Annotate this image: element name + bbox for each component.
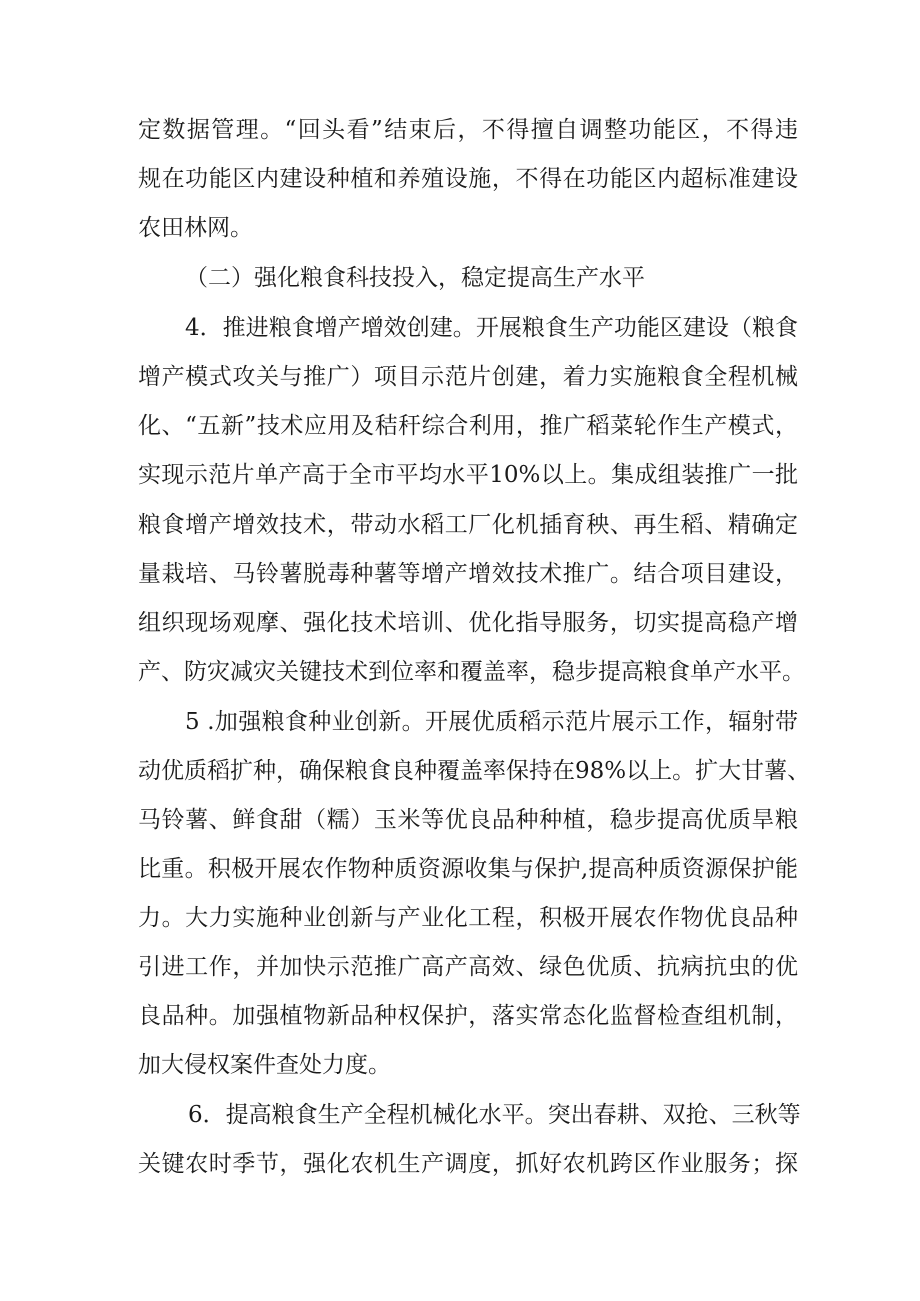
text-line: 引进工作，并加快示范推广高产高效、绿色优质、抗病抗虫的优 <box>138 954 798 980</box>
paragraph-first-line: 4．推进粮食增产增效创建。开展粮食生产功能区建设（粮食 <box>185 315 798 341</box>
text-line: 定数据管理。“回头看”结束后，不得擅自调整功能区，不得违 <box>138 117 798 143</box>
section-heading: （二）强化粮食科技投入，稳定提高生产水平 <box>185 265 645 291</box>
text-line: 马铃薯、鲜食甜（糯）玉米等优良品种种植，稳步提高优质旱粮 <box>138 807 798 833</box>
text-line: 关键农时季节，强化农机生产调度，抓好农机跨区作业服务；探 <box>138 1151 798 1177</box>
paragraph-first-line: 5 .加强粮食种业创新。开展优质稻示范片展示工作，辐射带 <box>185 709 798 735</box>
text-line: 规在功能区内建设种植和养殖设施，不得在功能区内超标准建设 <box>138 166 798 192</box>
text-line: 粮食增产增效技术，带动水稻工厂化机插育秧、再生稻、精确定 <box>138 512 798 538</box>
text-line: 实现示范片单产高于全市平均水平10%以上。集成组装推广一批 <box>138 462 798 488</box>
text-line: 增产模式攻关与推广）项目示范片创建，着力实施粮食全程机械 <box>138 364 798 390</box>
text-line: 化、“五新”技术应用及秸秆综合利用，推广稻菜轮作生产模式， <box>138 413 798 439</box>
text-line: 比重。积极开展农作物种质资源收集与保护,提高种质资源保护能 <box>138 856 798 882</box>
text-line: 加大侵权案件查处力度。 <box>138 1052 391 1078</box>
text-line: 组织现场观摩、强化技术培训、优化指导服务，切实提高稳产增 <box>138 610 798 636</box>
text-line: 量栽培、马铃薯脱毒种薯等增产增效技术推广。结合项目建设， <box>138 561 798 587</box>
text-line: 动优质稻扩种，确保粮食良种覆盖率保持在98%以上。扩大甘薯、 <box>138 758 811 784</box>
text-line: 产、防灾减灾关键技术到位率和覆盖率，稳步提高粮食单产水平。 <box>138 659 805 685</box>
text-line: 力。大力实施种业创新与产业化工程，积极开展农作物优良品种 <box>138 905 798 931</box>
text-line: 农田林网。 <box>138 215 253 241</box>
paragraph-first-line: 6．提高粮食生产全程机械化水平。突出春耕、双抢、三秋等 <box>188 1102 801 1128</box>
text-line: 良品种。加强植物新品种权保护，落实常态化监督检查组机制， <box>138 1003 798 1029</box>
